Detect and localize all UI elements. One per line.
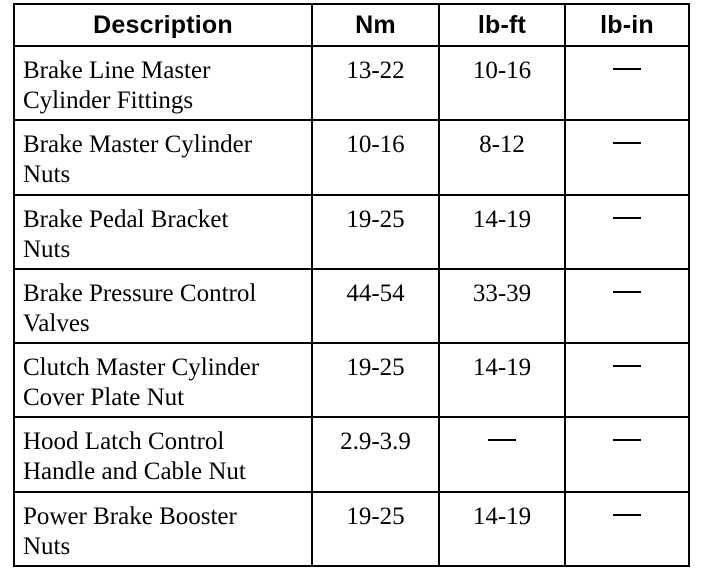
description-line: Brake Line Master [23,57,211,84]
description-line: Handle and Cable Nut [23,458,246,486]
lbft-cell: 14-19 [439,195,565,269]
nm-cell: 19-25 [312,195,439,269]
em-dash [488,439,516,441]
description-cell [14,417,312,491]
description-cell [14,46,312,120]
nm-cell: 2.9-3.9 [312,417,439,491]
lbin-cell [565,417,689,491]
description-cell [14,269,312,343]
description-cell [14,343,312,417]
table-row [14,417,689,491]
table-row [14,269,689,343]
description-line: Clutch Master Cylinder [23,354,260,382]
header-description: Description [14,4,312,46]
nm-cell: 13-22 [312,46,439,120]
lbft-cell: 8-12 [439,120,565,194]
description-line: Brake Master Cylinder [23,131,253,159]
description-line: Power Brake Booster [23,502,237,530]
description-line: Nuts [23,532,71,560]
header-nm: Nm [312,4,439,46]
em-dash [613,217,641,219]
em-dash [613,439,641,441]
description-cell [14,195,312,269]
description-line: Brake Pedal Bracket [23,205,229,233]
header-lbin: lb-in [565,4,689,46]
description-line: Nuts [23,161,71,189]
lbft-cell: 14-19 [439,492,565,566]
lbft-cell: 14-19 [439,343,565,417]
description-line: Brake Pressure Control [23,279,257,307]
nm-cell: 19-25 [312,492,439,566]
torque-spec-table [13,3,690,567]
header-row [14,4,689,46]
em-dash [613,68,641,70]
description-line: Hood Latch Control [23,428,225,456]
lbin-cell [565,343,689,417]
table-row [14,195,689,269]
lbin-cell [565,269,689,343]
description-cell [14,492,312,566]
table-row [14,46,689,120]
em-dash [613,365,641,367]
table-row [14,492,689,566]
lbft-cell [439,417,565,491]
lbin-cell [565,195,689,269]
lbft-cell: 10-16 [439,46,565,120]
nm-cell: 10-16 [312,120,439,194]
lbin-cell [565,46,689,120]
header-lbft: lb-ft [439,4,565,46]
description-line: Cover Plate Nut [23,384,185,412]
description-line: Cylinder Fittings [23,87,194,114]
description-line: Nuts [23,235,71,263]
em-dash [613,514,641,516]
em-dash [613,142,641,144]
lbft-cell: 33-39 [439,269,565,343]
nm-cell: 19-25 [312,343,439,417]
em-dash [613,291,641,293]
lbin-cell [565,492,689,566]
table-row [14,120,689,194]
table-row [14,343,689,417]
description-line: Valves [23,309,90,337]
description-cell [14,120,312,194]
nm-cell: 44-54 [312,269,439,343]
lbin-cell [565,120,689,194]
